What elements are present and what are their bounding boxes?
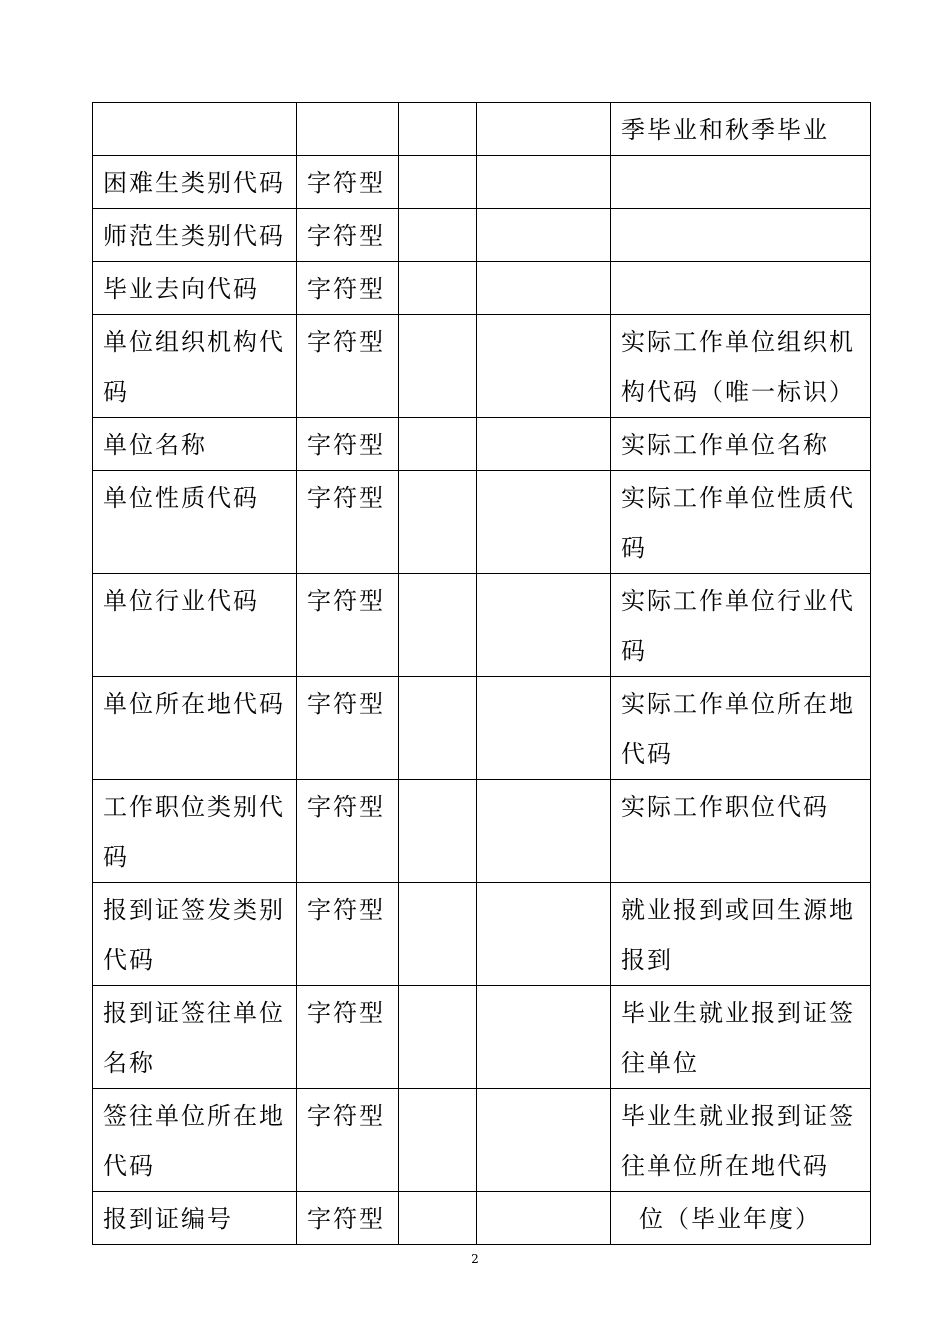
column-3-cell xyxy=(399,209,477,262)
column-4-cell xyxy=(477,103,611,156)
column-3-cell xyxy=(399,883,477,986)
column-4-cell xyxy=(477,471,611,574)
description-cell xyxy=(611,262,871,315)
field-name-cell: 报到证编号 xyxy=(93,1192,297,1245)
column-4-cell xyxy=(477,418,611,471)
field-name-cell: 单位行业代码 xyxy=(93,574,297,677)
field-name-cell xyxy=(93,103,297,156)
field-name-cell: 单位性质代码 xyxy=(93,471,297,574)
table-row xyxy=(93,677,871,780)
field-name-cell: 毕业去向代码 xyxy=(93,262,297,315)
data-type-cell: 字符型 xyxy=(297,986,399,1089)
column-3-cell xyxy=(399,103,477,156)
data-type-cell: 字符型 xyxy=(297,418,399,471)
column-3-cell xyxy=(399,262,477,315)
table-row xyxy=(93,262,871,315)
column-4-cell xyxy=(477,156,611,209)
description-cell: 实际工作单位性质代码 xyxy=(611,471,871,574)
data-type-cell: 字符型 xyxy=(297,780,399,883)
column-4-cell xyxy=(477,986,611,1089)
description-cell xyxy=(611,209,871,262)
field-name-cell: 报到证签发类别代码 xyxy=(93,883,297,986)
description-cell xyxy=(611,156,871,209)
data-type-cell xyxy=(297,103,399,156)
column-4-cell xyxy=(477,574,611,677)
data-type-cell: 字符型 xyxy=(297,262,399,315)
table-row xyxy=(93,1192,871,1245)
column-3-cell xyxy=(399,471,477,574)
data-type-cell: 字符型 xyxy=(297,677,399,780)
column-4-cell xyxy=(477,677,611,780)
table-row xyxy=(93,156,871,209)
column-4-cell xyxy=(477,780,611,883)
table-row xyxy=(93,209,871,262)
column-3-cell xyxy=(399,418,477,471)
field-name-cell: 单位所在地代码 xyxy=(93,677,297,780)
data-type-cell: 字符型 xyxy=(297,883,399,986)
field-name-cell: 签往单位所在地代码 xyxy=(93,1089,297,1192)
field-name-cell: 报到证签往单位名称 xyxy=(93,986,297,1089)
data-type-cell: 字符型 xyxy=(297,315,399,418)
field-definition-table xyxy=(92,102,871,1245)
column-3-cell xyxy=(399,315,477,418)
data-type-cell: 字符型 xyxy=(297,209,399,262)
description-cell: 实际工作单位名称 xyxy=(611,418,871,471)
field-name-cell: 困难生类别代码 xyxy=(93,156,297,209)
column-3-cell xyxy=(399,780,477,883)
field-name-cell: 单位组织机构代码 xyxy=(93,315,297,418)
description-cell: 就业报到或回生源地报到 xyxy=(611,883,871,986)
column-3-cell xyxy=(399,156,477,209)
column-3-cell xyxy=(399,986,477,1089)
description-cell: 实际工作单位所在地代码 xyxy=(611,677,871,780)
column-3-cell xyxy=(399,1192,477,1245)
description-cell: 实际工作单位组织机构代码（唯一标识） xyxy=(611,315,871,418)
field-name-cell: 师范生类别代码 xyxy=(93,209,297,262)
table-row xyxy=(93,1089,871,1192)
table-row xyxy=(93,471,871,574)
column-4-cell xyxy=(477,209,611,262)
column-4-cell xyxy=(477,315,611,418)
data-type-cell: 字符型 xyxy=(297,574,399,677)
column-3-cell xyxy=(399,574,477,677)
description-cell: 位（毕业年度） xyxy=(611,1192,871,1245)
table-row xyxy=(93,780,871,883)
column-3-cell xyxy=(399,677,477,780)
description-cell: 实际工作职位代码 xyxy=(611,780,871,883)
column-4-cell xyxy=(477,1089,611,1192)
table-row xyxy=(93,986,871,1089)
description-cell: 毕业生就业报到证签往单位 xyxy=(611,986,871,1089)
data-type-cell: 字符型 xyxy=(297,1089,399,1192)
column-4-cell xyxy=(477,883,611,986)
field-name-cell: 工作职位类别代码 xyxy=(93,780,297,883)
data-type-cell: 字符型 xyxy=(297,471,399,574)
data-type-cell: 字符型 xyxy=(297,1192,399,1245)
description-cell: 季毕业和秋季毕业 xyxy=(611,103,871,156)
column-4-cell xyxy=(477,262,611,315)
field-name-cell: 单位名称 xyxy=(93,418,297,471)
field-definition-table-container xyxy=(92,102,870,1245)
table-row xyxy=(93,418,871,471)
table-row xyxy=(93,883,871,986)
data-type-cell: 字符型 xyxy=(297,156,399,209)
description-cell: 实际工作单位行业代码 xyxy=(611,574,871,677)
column-4-cell xyxy=(477,1192,611,1245)
description-cell: 毕业生就业报到证签往单位所在地代码 xyxy=(611,1089,871,1192)
table-row xyxy=(93,574,871,677)
page-number: 2 xyxy=(471,1252,479,1266)
column-3-cell xyxy=(399,1089,477,1192)
table-row xyxy=(93,103,871,156)
table-row xyxy=(93,315,871,418)
